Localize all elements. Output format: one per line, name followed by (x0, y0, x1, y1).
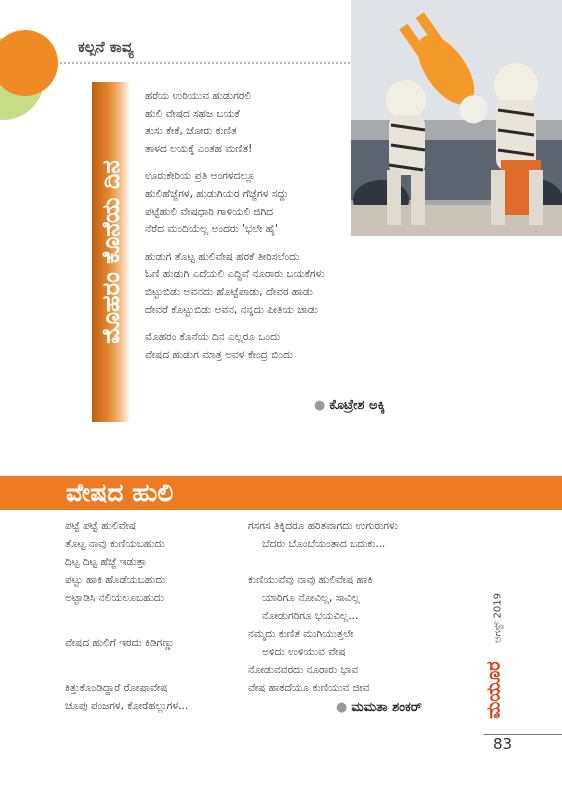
poem-line: ಗಸಗಸ ತಿಕ್ಕಿದರೂ ಹರಿತವಾಗದು ಉಗುರುಗಳು (248, 520, 399, 532)
magazine-logo: ಮಯೂರ (483, 661, 505, 719)
poem-line: ಹುಡುಗ ತೊಟ್ಟ ಹುಲಿವೇಷ ಹರಕೆ ತೀರಿಸಲೆಂದು (145, 250, 300, 263)
poem-line: ದಿಟ್ಟ ದಿಟ್ಟ ಹೆಜ್ಜೆ ಇಡುತ್ತಾ (65, 556, 147, 568)
section-label: ಕಲ್ಪನೆ ಕಾವ್ಯ (78, 38, 134, 56)
poem1-title: ಮೊಹರಂ ಕೊನೆಯ ದಿನ (97, 160, 125, 344)
poem1-stanza (145, 168, 435, 238)
poem-line: ನೋಡುವವರದು ನೂರಾರು ಭಾವ (248, 664, 359, 676)
author-name: ಕೊಟ್ರೇಶ ಅಕ್ಕಿ (329, 398, 385, 413)
poem-line: ಬೆದರು ಬೊಂಬೆಯಂತಾದ ಬದುಕು... (262, 538, 386, 550)
poem1-author (314, 398, 385, 413)
poem-line: ಹುಲಿ ವೇಷದ ಸಹಜ ಬಯಕೆ (145, 107, 240, 120)
poem2-title: ವೇಷದ ಹುಲಿ (66, 478, 174, 507)
poem-line: ವೇಷ ಹಾಕದೆಯೂ ಕುಣಿಯುವ ಜೀವ (248, 682, 370, 694)
poem2-author (336, 700, 422, 715)
poem-line: ಅಳಿದು ಉಳಿಯುವ ವೇಷ (262, 646, 346, 658)
poem-line: ಪಟ್ಟೆ ಪಟ್ಟೆ ಹುಲಿವೇಷ (65, 520, 136, 532)
dotted-divider (60, 62, 350, 64)
poem-line: ಬಿಟ್ಟುಬಿಡು ಅವನದು ಹೊಟ್ಟೆಪಾಡು, ದೇವರ ಹಾಡು (145, 285, 313, 298)
poem1-stanza (145, 249, 435, 319)
poem-line: ಯಾರಿಗೂ ನೋವಿಲ್ಲ, ಸಾವಿಲ್ಲ (262, 592, 360, 604)
poem2-left-column (65, 517, 245, 715)
poem-line: ಊರುಕೇರಿಯ ಪ್ರತಿ ಅಂಗಳದಲ್ಲೂ (145, 170, 256, 183)
stanza-gap (65, 625, 245, 634)
poem-line: ಮೊಹರಂ ಕೊನೆಯ ದಿನ ಎಲ್ಲರೂ ಒಂದು (145, 331, 281, 344)
poem-line (248, 553, 478, 571)
poem-line: ನೆರೆದ ಮಂದಿಯೆಲ್ಲ ಅಂದರು 'ಭಲೇ ಹೈ' (145, 223, 279, 236)
poem1-body (145, 88, 435, 374)
poem-line: ಹುಲಿಹೆಜ್ಜೆಗಳ, ಹುಡುಗಿಯರ ಗೆಜ್ಜೆಗಳ ಸದ್ದು (145, 187, 289, 200)
poem-line (65, 607, 245, 625)
poem-line: ಪಟ್ಟೆಹುಲಿ ವೇಷಧಾರಿ ಗಾಳಿಯಲಿ ಜಿಗಿದ (145, 205, 274, 218)
bullet-dot-icon: ● (314, 398, 326, 413)
poem-line: ನಮ್ಮದು ಕುಣಿತ ಮುಗಿಯುತ್ತಲೇ (248, 628, 354, 640)
poem-line: ಚೂಪು ಪಂಜಗಳ, ಕೋರೆಹಲ್ಲುಗಳ... (65, 700, 189, 712)
poem-line: ಕುಣಿಯುವೆವು ನಾವು ಹುಲಿವೇಷ ಹಾಕಿ (248, 574, 373, 586)
author-name: ಮಮತಾ ಶಂಕರ್ (351, 700, 422, 715)
poem-line: ತೊಟ್ಟ ನಾವು ಕುಣಿಯಬಹುದು (65, 538, 165, 550)
poem-line: ಕಿತ್ತುಕೊಂಡಿದ್ದಾರೆ ರೋಷಾವೇಷ (65, 682, 168, 694)
issue-date: ಆಗಸ್ಟ್ 2019 (492, 593, 504, 643)
poem-line: ದೇವರೆ ಕೊಟ್ಟುಬಿಡು ಅವನ, ನನ್ನದು ಪೀತಿಯ ಜಾಡು (145, 303, 318, 316)
poem-line: ಓಣಿ ಹುಡುಗಿ ಎದೆಯಲಿ ಎದ್ದಿವೆ ನೂರಾರು ಬಯಕೆಗಳು (145, 268, 325, 281)
stanza-gap (65, 670, 245, 679)
poem-line: ನೋಡುಗರಿಗೂ ಭಯವಿಲ್ಲ... (262, 610, 359, 622)
poem-line: ವೇಷದ ಹುಡುಗ ಮಾತ್ರ ಅವಳ ಕೇಂದ್ರ ಬಿಂದು (145, 348, 294, 361)
poem-line: ಹರೆಯ ಉರಿಯುವ ಹುಡುಗರಲಿ (145, 90, 251, 102)
poem-line: ಪಟ್ಟು ಹಾಕಿ ಹೊಡೆಯಬಹುದು (65, 574, 166, 586)
poem-line: ವೇಷದ ಹುಲಿಗೆ ಇರದು ಕಿಡಿಗಣ್ಣು (65, 637, 175, 649)
page-number: 83 (493, 735, 513, 753)
decorative-orange-circle (0, 30, 58, 96)
poem-line: ಅಟ್ಟಾಡಿಸಿ ನಲಿಯಲೂಬಹುದು (65, 592, 164, 604)
poem2-right-column (248, 517, 478, 697)
poem-line: ತಾಳದ ಲಯಕ್ಕೆ ಎಂತಹ ಮಣಿತ! (145, 142, 253, 155)
poem1-stanza (145, 329, 435, 364)
bullet-dot-icon: ● (336, 700, 348, 715)
poem1-stanza (145, 88, 435, 158)
poem-line: ತುಸು ಕೇಕೆ, ಜೋರು ಕುಣಿತ (145, 125, 237, 138)
poem2-title-banner (0, 476, 562, 510)
poem-line (65, 652, 245, 670)
